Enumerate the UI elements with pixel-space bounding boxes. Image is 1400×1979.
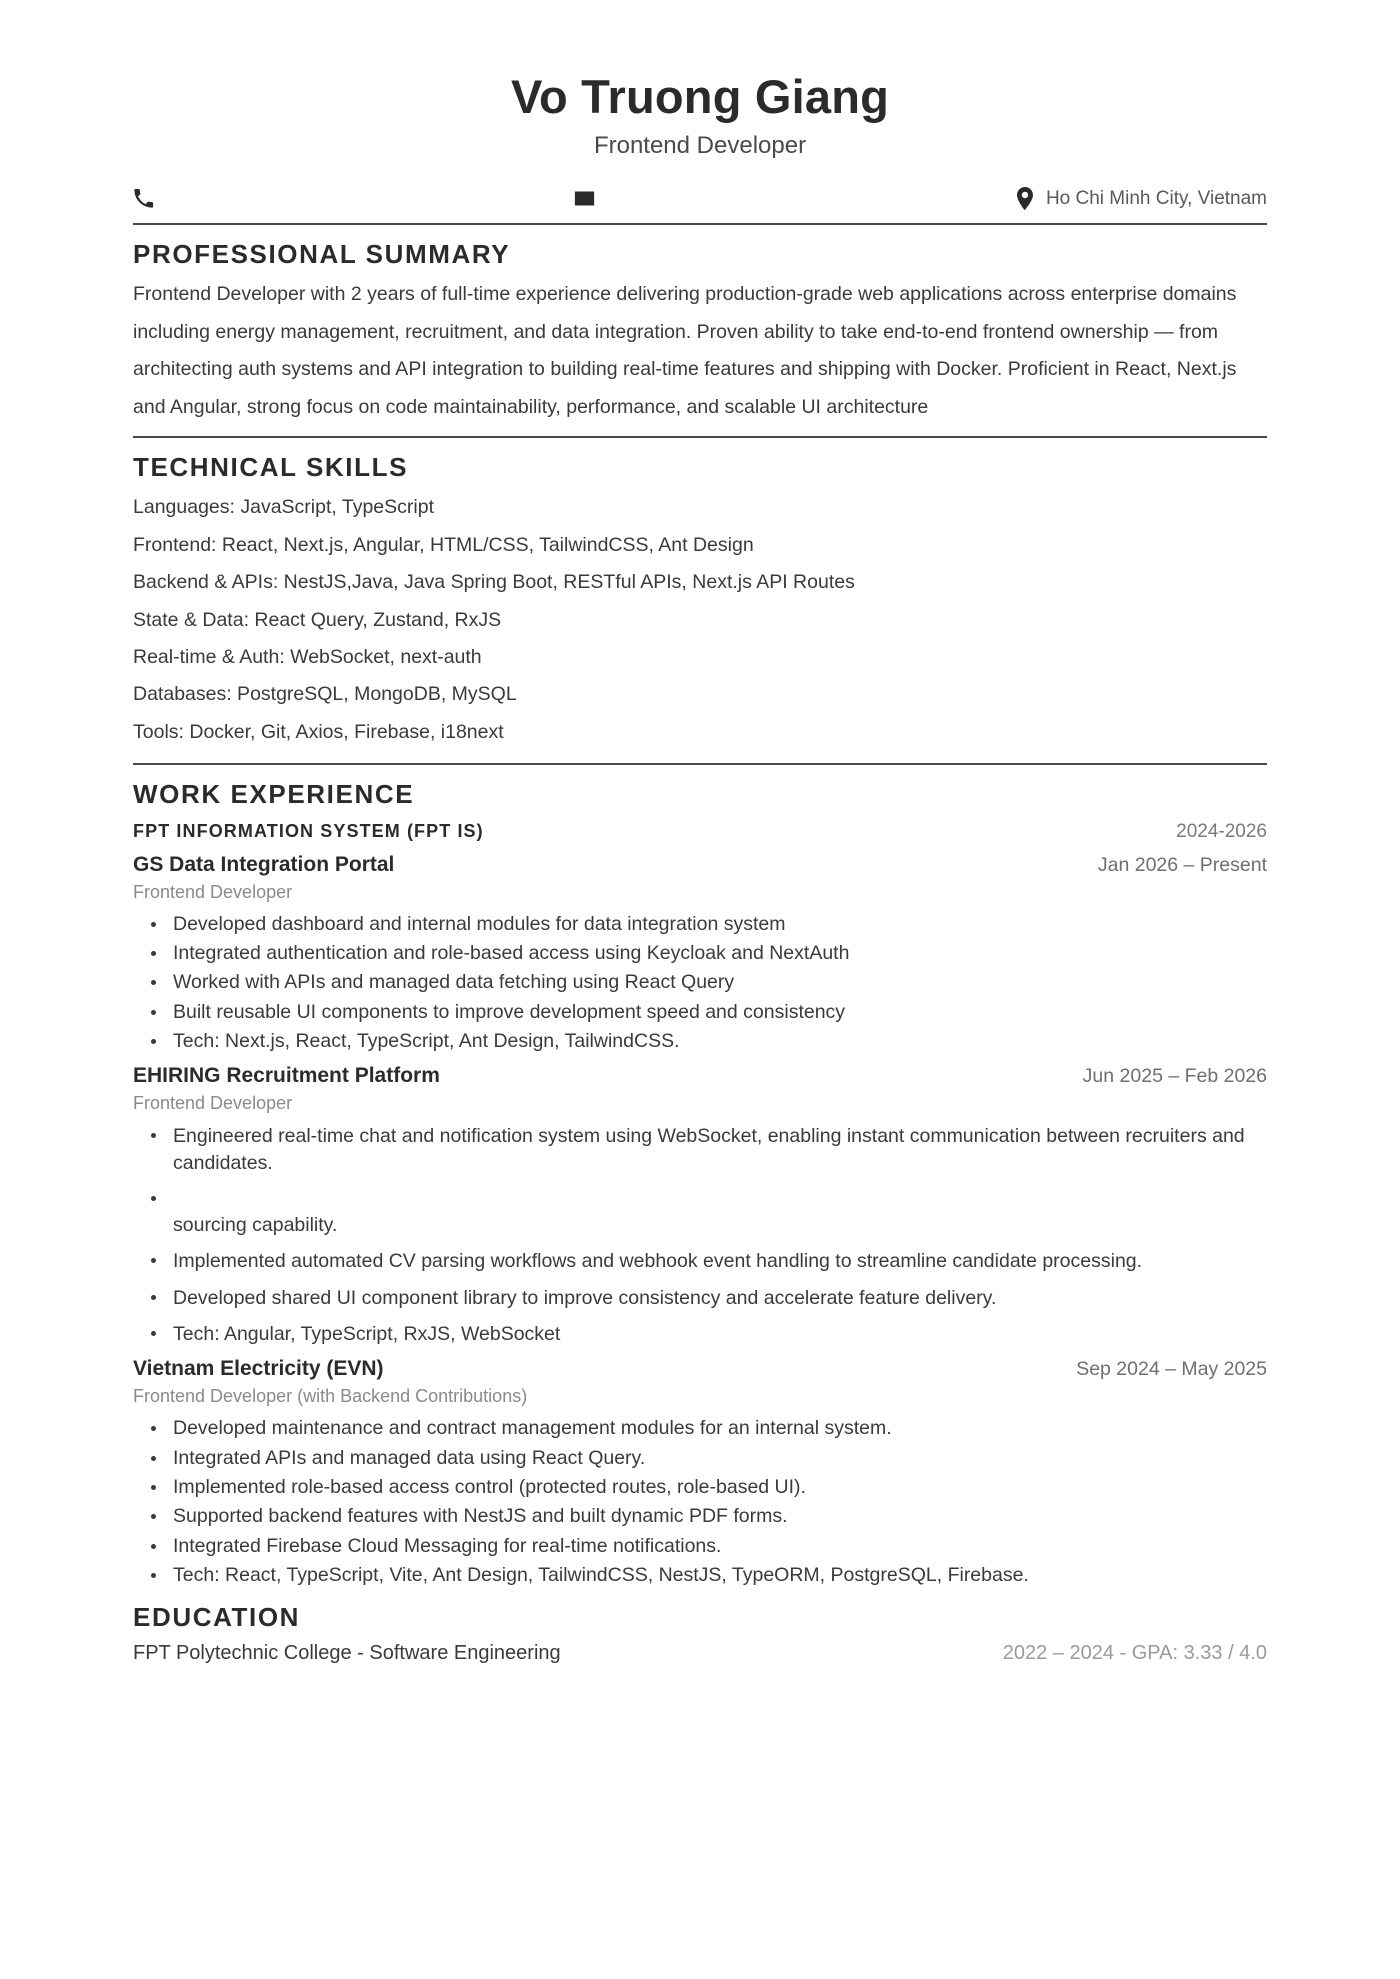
list-item-text: Developed shared UI component library to improve consistency and accelerate feature delivery. [173,1286,997,1309]
job-header [133,1064,1267,1088]
list-item [171,1321,1267,1347]
list-item: Integrated Firebase Cloud Messaging for real-time notifications. [171,1534,1267,1559]
list-item: Tech: React, TypeScript, Vite, Ant Design, TailwindCSS, NestJS, TypeORM, PostgreSQL, Firebase. [171,1563,1267,1588]
section-education [133,1602,1267,1664]
job-entry [133,1357,1267,1588]
map-pin-icon [1015,188,1036,209]
company-years: 2024-2026 [1176,820,1267,842]
job-entry [133,853,1267,1055]
list-item [171,1123,1267,1176]
skill-line: Tools: Docker, Git, Axios, Firebase, i18next [133,720,504,743]
resume-header [133,0,1267,161]
job-title: GS Data Integration Portal [133,852,395,876]
list-item [171,1248,1267,1274]
list-item: Supported backend features with NestJS and built dynamic PDF forms. [171,1504,1267,1529]
job-entry [133,1064,1267,1347]
summary-text: Frontend Developer with 2 years of full-time experience delivering production-grade web applications across enterprise domains including energy management, recruitment, and data integration. Proven ability to take end-to-end frontend ownership — from architecting auth systems and API integration to building real-time features and shipping with Docker. Proficient in React, Next.js and Angular, strong focus on code maintainability, performance, and scalable UI architecture [133,283,1237,418]
candidate-name: Vo Truong Giang [510,70,890,123]
skill-line: State & Data: React Query, Zustand, RxJS [133,608,502,631]
education-meta: 2022 – 2024 - GPA: 3.33 / 4.0 [1002,1641,1267,1664]
skill-line: Backend & APIs: NestJS,Java, Java Spring Boot, RESTful APIs, Next.js API Routes [133,571,855,594]
section-professional-summary [133,239,1267,426]
list-item: Integrated APIs and managed data using React Query. [171,1446,1267,1471]
section-heading-summary: PROFESSIONAL SUMMARY [133,239,511,270]
section-technical-skills [133,452,1267,751]
section-heading-education: EDUCATION [133,1602,301,1633]
list-item-text: Implemented automated CV parsing workflows and webhook event handling to streamline candidate processing. [173,1250,1143,1273]
job-title: EHIRING Recruitment Platform [133,1064,440,1088]
skill-line: Languages: JavaScript, TypeScript [133,496,434,519]
section-heading-experience: WORK EXPERIENCE [133,779,415,810]
job-bullets [133,1123,1267,1347]
job-header [133,853,1267,877]
job-bullets [133,912,1267,1055]
envelope-icon [574,188,595,209]
list-item [171,1285,1267,1311]
list-item: Tech: Next.js, React, TypeScript, Ant Design, TailwindCSS. [171,1029,1267,1054]
divider-skills [133,763,1267,765]
job-title: Vietnam Electricity (EVN) [133,1357,384,1381]
list-item: Developed dashboard and internal modules for data integration system [171,912,1267,937]
section-work-experience [133,779,1267,1588]
skill-line: Databases: PostgreSQL, MongoDB, MySQL [133,683,517,706]
divider-header [133,223,1267,225]
list-item: Implemented role-based access control (protected routes, role-based UI). [171,1475,1267,1500]
education-school: FPT Polytechnic College - Software Engineering [133,1641,561,1664]
list-item: Built reusable UI components to improve development speed and consistency [171,1000,1267,1025]
list-item-hidden-text [173,1186,1267,1212]
list-item: Integrated authentication and role-based access using Keycloak and NextAuth [171,941,1267,966]
list-item-text: Tech: Angular, TypeScript, RxJS, WebSocket [173,1323,561,1346]
list-item: Developed maintenance and contract management modules for an internal system. [171,1416,1267,1441]
contact-location [1015,188,1267,209]
job-dates: Jun 2025 – Feb 2026 [1082,1065,1267,1088]
job-header [133,1357,1267,1381]
divider-summary [133,436,1267,438]
phone-icon [133,188,154,209]
company-header [133,821,1267,843]
job-role: Frontend Developer (with Backend Contributions) [133,1386,528,1407]
education-entry [133,1642,1267,1665]
contact-email[interactable] [164,188,1015,209]
contact-bar [133,181,1267,215]
job-dates: Jan 2026 – Present [1097,853,1267,876]
candidate-title: Frontend Developer [593,132,807,160]
skill-line: Real-time & Auth: WebSocket, next-auth [133,646,482,669]
skills-list [133,489,1267,751]
job-role: Frontend Developer [133,881,293,902]
list-item-text: sourcing capability. [173,1214,338,1237]
list-item-text: Engineered real-time chat and notification system using WebSocket, enabling instant communication between recruiters and candidates. [173,1125,1245,1174]
company-name: FPT INFORMATION SYSTEM (FPT IS) [133,820,484,841]
contact-location-text: Ho Chi Minh City, Vietnam [1045,187,1267,209]
section-heading-skills: TECHNICAL SKILLS [133,452,409,483]
contact-phone[interactable] [133,188,164,209]
skill-line: Frontend: React, Next.js, Angular, HTML/CSS, TailwindCSS, Ant Design [133,533,754,556]
list-item: Worked with APIs and managed data fetching using React Query [171,970,1267,995]
job-role: Frontend Developer [133,1093,293,1114]
job-dates: Sep 2024 – May 2025 [1076,1358,1267,1381]
list-item [171,1186,1267,1239]
job-bullets [133,1416,1267,1588]
